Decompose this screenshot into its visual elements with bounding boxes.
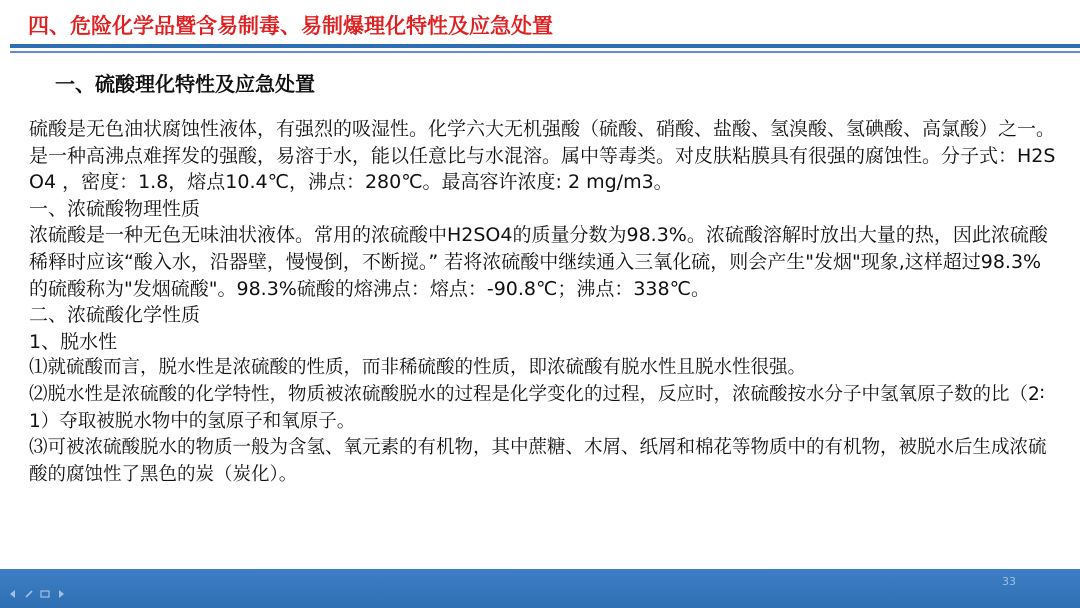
page-number: 33 [1002, 575, 1016, 588]
section1-heading: 一、浓硫酸物理性质 [29, 197, 201, 220]
slide-icon[interactable] [40, 589, 50, 599]
section2-heading: 二、浓硫酸化学性质 [29, 304, 201, 327]
title-rule-thin [10, 51, 1080, 53]
body-text [29, 116, 1057, 488]
arrow-right-icon[interactable] [56, 589, 66, 599]
list-item: ⑶可被浓硫酸脱水的物质一般为含氢、氧元素的有机物，其中蔗糖、木屑、纸屑和棉花等物质中的有机物，被脱水后生成浓硫酸的腐蚀性了黑色的炭（炭化）。 [29, 437, 1047, 485]
slide-title: 四、危险化学品暨含易制毒、易制爆理化特性及应急处置 [28, 14, 553, 38]
section-subtitle: 一、硫酸理化特性及应急处置 [55, 72, 315, 96]
intro-paragraph: 硫酸是无色油状腐蚀性液体，有强烈的吸湿性。化学六大无机强酸（硫酸、硝酸、盐酸、氢溴酸、氢碘酸、高氯酸）之一。是一种高沸点难挥发的强酸，易溶于水，能以任意比与水混溶。属中等毒类。对皮肤粘膜具有很强的腐蚀性。分子式：H2SO4 ，密度：1.8，熔点10.4℃，沸点：280℃。最高容许浓度: 2 mg/m3。 [29, 118, 1056, 194]
subsection-heading: 1、脱水性 [29, 330, 118, 353]
list-item: ⑴就硫酸而言，脱水性是浓硫酸的性质，而非稀硫酸的性质，即浓硫酸有脱水性且脱水性很强。 [29, 357, 807, 379]
list-item: ⑵脱水性是浓硫酸的化学特性，物质被浓硫酸脱水的过程是化学变化的过程，反应时，浓硫酸按水分子中氢氧原子数的比（2∶1）夺取被脱水物中的氢原子和氧原子。 [29, 383, 1045, 432]
title-bar [0, 0, 1080, 44]
arrow-left-icon[interactable] [8, 589, 18, 599]
footer-bar [0, 569, 1080, 608]
pen-icon[interactable] [24, 589, 34, 599]
title-rule [10, 44, 1080, 48]
section1-paragraph: 浓硫酸是一种无色无味油状液体。常用的浓硫酸中H2SO4的质量分数为98.3%。浓硫酸溶解时放出大量的热，因此浓硫酸稀释时应该“酸入水，沿器壁，慢慢倒，不断搅。” 若将浓硫酸中继续通入三氧化硫，则会产生"发烟"现象,这样超过98.3%的硫酸称为"发烟硫酸"。98.3%硫酸的熔沸点：熔点：-90.8℃；沸点：338℃。 [29, 224, 1048, 300]
slide-controls [8, 589, 66, 599]
